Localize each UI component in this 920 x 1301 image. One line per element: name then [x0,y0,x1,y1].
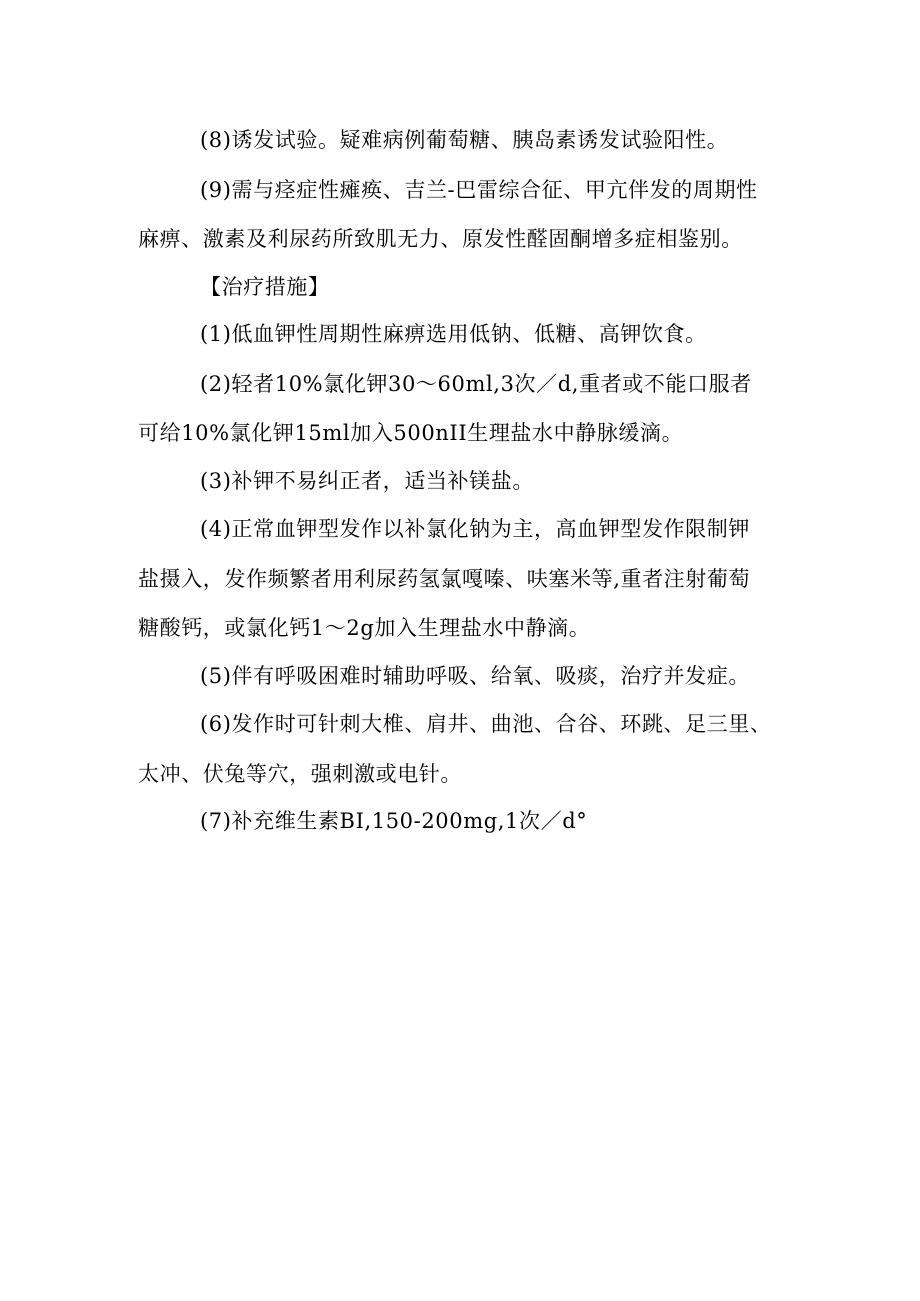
section-heading-treatment: 【治疗措施】 [200,275,330,299]
paragraph-9-line-2: 麻痹、激素及利尿药所致肌无力、原发性醛固酮增多症相鉴别。 [138,227,743,251]
paragraph-7-line-1: (7)补充维生素BI,150-200mg,1次／d° [200,809,588,833]
paragraph-6-line-2: 太冲、伏兔等穴，强刺激或电针。 [138,762,462,786]
paragraph-3-line-1: (3)补钾不易纠正者，适当补镁盐。 [200,469,534,493]
paragraph-2-line-1: (2)轻者10%氯化钾30～60ml,3次／d,重者或不能口服者 [200,372,752,396]
paragraph-4-line-2: 盐摄入，发作频繁者用利尿药氢氯嘎嗪、呋塞米等,重者注射葡萄 [138,567,751,591]
paragraph-5-line-1: (5)伴有呼吸困难时辅助呼吸、给氧、吸痰，治疗并发症。 [200,664,750,688]
paragraph-8-line-1: (8)诱发试验。疑难病例葡萄糖、胰岛素诱发试验阳性。 [200,128,729,152]
paragraph-6-line-1: (6)发作时可针刺大椎、肩井、曲池、合谷、环跳、足三里、 [200,712,772,736]
paragraph-4-line-1: (4)正常血钾型发作以补氯化钠为主，高血钾型发作限制钾 [200,517,750,541]
paragraph-4-line-3: 糖酸钙，或氯化钙1～2g加入生理盐水中静滴。 [138,616,591,640]
paragraph-1-line-1: (1)低血钾性周期性麻痹选用低钠、低糖、高钾饮食。 [200,322,707,346]
paragraph-9-line-1: (9)需与痉症性瘫痪、吉兰-巴雷综合征、甲亢伴发的周期性 [200,178,758,202]
paragraph-2-line-2: 可给10%氯化钾15ml加入500nII生理盐水中静脉缓滴。 [138,421,684,445]
